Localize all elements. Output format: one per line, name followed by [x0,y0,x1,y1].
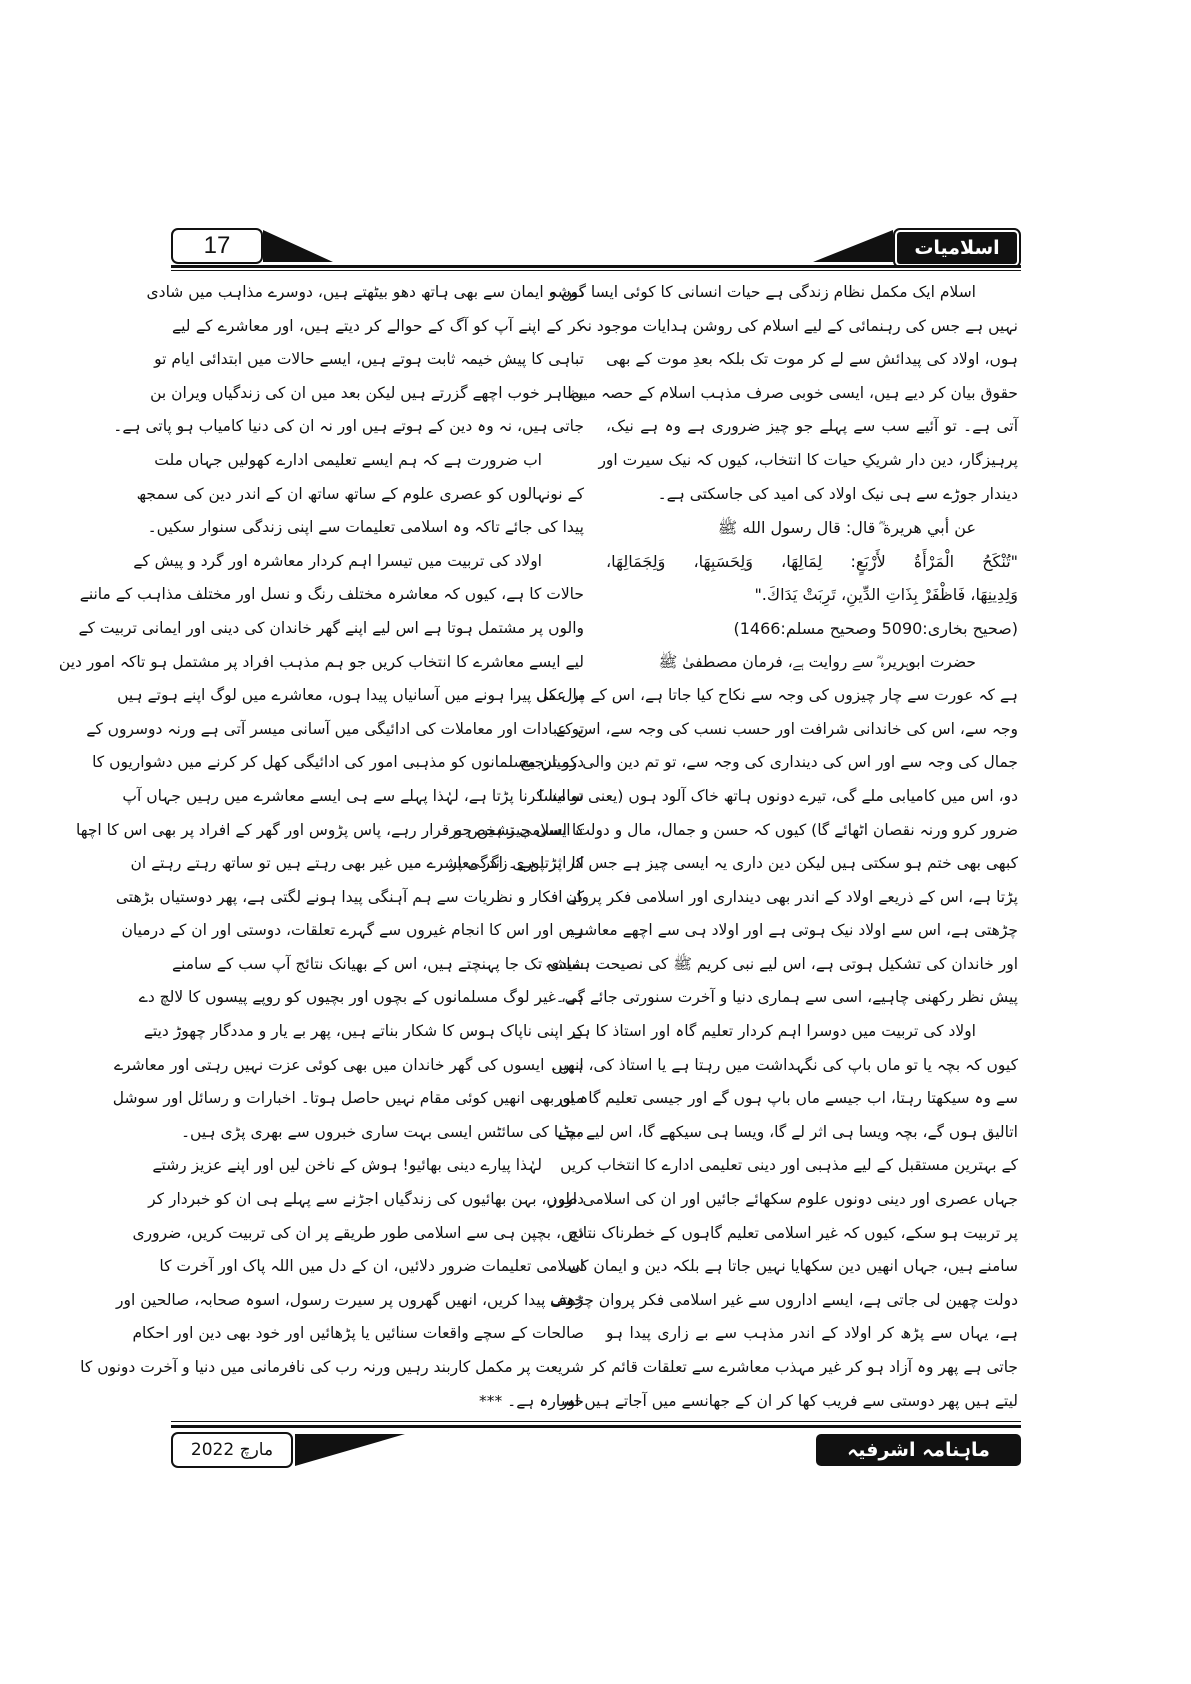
text-line: ہوں، اولاد کی پیدائش سے لے کر موت تک بلکہ بعدِ موت کے بھی [606,350,1018,369]
left-column [58,276,584,1418]
text-line: کیوں کہ بچہ یا تو ماں باپ کی نگہداشت میں رہتا ہے یا استاذ کی، انھیں [551,1055,1018,1074]
text-line: کے نونہالوں کو عصری علوم کے ساتھ ساتھ ان کے اندر دین کی سمجھ [136,484,584,503]
text-line: پر تربیت ہو سکے، کیوں کہ غیر اسلامی تعلیم گاہوں کے خطرناک نتائج [568,1223,1018,1242]
text-line: کے بہترین مستقبل کے لیے مذہبی اور دینی تعلیمی ادارے کا انتخاب کریں [560,1156,1018,1175]
text-line: کر اپنی ناپاک ہوس کا شکار بناتے ہیں، پھر بے یار و مددگار چھوڑ دیتے [143,1022,584,1041]
text-line: کبھی بھی ختم ہو سکتی ہیں لیکن دین داری یہ ایسی چیز ہے جس کا اثر پوری زندگی پر [449,854,1018,873]
text-line: چڑھتی ہے، اس سے اولاد نیک ہوتی ہے اور اولاد ہی سے اچھے معاشرے [566,921,1018,940]
section-title-box [893,228,1021,268]
text-line: شریعت پر مکمل کاربند رہیں ورنہ رب کی نافرمانی میں دنیا و آخرت دونوں کا [80,1358,584,1376]
text-line: ضرور کرو ورنہ نقصان اٹھائے گا) کیوں کہ حسن و جمال، مال و دولت ایسی چیز ہیں جو [454,820,1018,839]
text-line: (صحیح بخاری:5090 وصحیح مسلم:1466) [733,618,1018,638]
text-line: اور خاندان کی تشکیل ہوتی ہے، اس لیے نبی کریم ﷺ کی نصیحت ہمیشہ [544,954,1018,973]
text-line: جاتی ہے پھر وہ آزاد ہو کر غیر مہذب معاشرے سے تعلقات قائم کر [590,1358,1018,1376]
text-line: پیدا کی جائے تاکہ وہ اسلامی تعلیمات سے اپنی زندگی سنوار سکیں۔ [147,518,584,537]
text-line: میڈیا کی سائٹس ایسی بہت ساری خبروں سے بھری پڑی ہیں۔ [180,1122,584,1141]
text-line: اثر پڑتا ہے۔ اگر معاشرے میں غیر بھی رہتے ہیں تو ساتھ رہتے رہتے ان [130,854,584,873]
text-line: دیندار جوڑے سے ہی نیک اولاد کی امید کی جاسکتی ہے۔ [657,484,1018,503]
text-line: "تُنْكَحُ الْمَرْأَةُ لأَرْبَعٍ: لِمَالِهَا، وَلِحَسَبِهَا، وَلِجَمَالِهَا، [606,551,1018,571]
text-line: پر عمل پیرا ہونے میں آسانیاں پیدا ہوں، معاشرے میں لوگ اپنے ہوتے ہیں [117,686,584,705]
text-line: پیش نظر رکھنی چاہیے، اسی سے ہماری دنیا و آخرت سنورتی جائے گی۔ [555,988,1018,1007]
text-line: درمیان مسلمانوں کو مذہبی امور کی ادائیگی کھل کر کرنے میں دشواریوں کا [92,753,584,772]
text-line: لیے ایسے معاشرے کا انتخاب کریں جو ہم مذہب افراد پر مشتمل ہو تاکہ امور دین [58,652,584,671]
text-line: آتی ہے۔ تو آئیے سب سے پہلے جو چیز ضروری ہے وہ ہے نیک، [606,417,1018,436]
header-wedge-right [813,230,893,262]
text-line: اب ضرورت ہے کہ ہم ایسے تعلیمی ادارے کھولیں جہاں ملت [154,450,542,469]
text-line: اسلامی تعلیمات ضرور دلائیں، ان کے دل میں اللہ پاک اور آخرت کا [159,1257,584,1276]
text-line: اسلام ایک مکمل نظام زندگی ہے حیات انسانی کا کوئی ایسا گوشہ [548,283,976,301]
text-line: حقوق بیان کر دیے ہیں، ایسی خوبی صرف مذہب اسلام کے حصہ میں [571,383,1018,402]
footer-rule-thin [171,1421,1021,1422]
text-line: ہیں اور اس کا انجام غیروں سے گہرے تعلقات، دوستی اور ان کے درمیان [121,921,584,940]
text-line: نہیں ہے جس کی رہنمائی کے لیے اسلام کی روشن ہدایات موجود نہ [578,316,1018,335]
text-line: بظاہر خوب اچھے گزرتے ہیں لیکن بعد میں ان کی زندگیاں ویران بن [150,383,584,402]
text-line: لہٰذا پیارے دینی بھائیو! ہوش کے ناخن لیں اور اپنے عزیز رشتے [152,1156,542,1175]
header-rule-thin [171,270,1021,271]
text-line: اولاد کی تربیت میں دوسرا اہم کردار تعلیم گاہ اور استاذ کا ہے [572,1022,976,1041]
text-line: دیں، بچپن ہی سے اسلامی طور طریقے پر ان کی تربیت کریں، ضروری [132,1223,584,1242]
text-line: میں بھی انھیں کوئی مقام نہیں حاصل ہوتا۔ اخبارات و رسائل اور سوشل [112,1089,584,1108]
header-wedge-left [263,230,333,262]
text-line: ہے، غیر لوگ مسلمانوں کے بچوں اور بچیوں کو روپے پیسوں کا لالچ دے [138,988,584,1007]
text-line: حضرت ابوہریرہ ؓ سے روایت ہے، فرمان مصطفیٰ ﷺ [658,652,976,671]
text-line: سامنے ہیں، جہاں انھیں دین سکھایا نہیں جاتا ہے بلکہ دین و ایمان کی [568,1257,1018,1276]
text-line: ہے کہ عورت سے چار چیزوں کی وجہ سے نکاح کیا جاتا ہے، اس کے مال کی [535,686,1018,705]
text-line: جہاں عصری اور دینی دونوں علوم سکھائے جائیں اور ان کی اسلامی طرز [549,1190,1018,1209]
text-line: ہے، یہاں سے پڑھ کر اولاد کے اندر مذہب سے بے زاری پیدا ہو [606,1324,1018,1343]
text-line: ہیں۔ ایسوں کی گھر خاندان میں بھی کوئی عزت نہیں رہتی اور معاشرے [113,1055,584,1074]
text-line: پرہیزگار، دین دار شریکِ حیات کا انتخاب، کیوں کہ نیک سیرت اور [598,450,1018,469]
text-line: کے افکار و نظریات سے ہم آہنگی پیدا ہونے لگتی ہے، پھر دوستیاں بڑھتی [115,887,584,906]
text-line: عن أبي هريرة ؓ قال: قال رسول الله ﷺ [717,518,976,538]
text-line: خوف پیدا کریں، انھیں گھروں پر سیرت رسول، اسوہ صحابہ، صالحین اور [116,1290,584,1309]
page-number: 17 [171,228,263,264]
text-line: اتالیق ہوں گے، بچہ ویسا ہی اثر لے گا، ویسا ہی سیکھے گا، اس لیے بچے [557,1122,1018,1141]
text-line: شادی تک جا پہنچتے ہیں، اس کے بھیانک نتائج آپ سب کے سامنے [172,954,584,973]
text-line: لیتے ہیں پھر دوستی سے فریب کھا کر ان کے جھانسے میں آجاتے ہیں اور [560,1391,1018,1410]
text-line: والوں پر مشتمل ہوتا ہے اس لیے اپنے گھر خاندان کی دینی اور ایمانی تربیت کے [78,618,584,637]
magazine-name: ماہنامہ اشرفیہ [816,1434,1021,1466]
section-title: اسلامیات [897,232,1017,264]
text-line: جاتی ہیں، نہ وہ دین کے ہوتے ہیں اور نہ ان کی دنیا کامیاب ہو پاتی ہے۔ [113,417,584,436]
text-line: وجہ سے، اس کی خاندانی شرافت اور حسب نسب کی وجہ سے، اس کے [555,719,1018,738]
footer-wedge [295,1434,405,1466]
text-line: سامنا کرنا پڑتا ہے، لہٰذا پہلے سے ہی ایسے معاشرے میں رہیں جہاں آپ [122,786,584,805]
text-line: جمال کی وجہ سے اور اس کی دینداری کی وجہ سے، تو تم دین والی کو ترجیح [519,753,1018,772]
issue-date: مارچ 2022 [171,1432,293,1468]
text-line: صالحات کے سچے واقعات سنائیں یا پڑھائیں اور خود بھی دین اور احکام [132,1324,584,1343]
text-line: حالات کا ہے، کیوں کہ معاشرہ مختلف رنگ و نسل اور مختلف مذاہب کے ماننے [79,585,584,604]
text-line: اولاد کی تربیت میں تیسرا اہم کردار معاشرہ اور گرد و پیش کے [133,551,542,570]
header-rule [171,265,1021,268]
text-line: پڑتا ہے، اس کے ذریعے اولاد کے اندر بھی دینداری اور اسلامی فکر پروان [565,887,1018,906]
page-header [171,228,1021,264]
text-line: خسارہ ہے۔ *** [478,1391,584,1410]
text-line: دین و ایمان سے بھی ہاتھ دھو بیٹھتے ہیں، دوسرے مذاہب میں شادی [146,283,584,301]
text-line: داروں، بہن بھائیوں کی زندگیاں اجڑنے سے پہلے ہی ان کو خبردار کر [148,1190,584,1209]
page-footer [171,1432,1021,1468]
footer-rule [171,1425,1021,1428]
text-line: وَلِدِينِهَا، فَاظْفَرْ بِذَاتِ الدِّينِ، تَرِبَتْ يَدَاكَ." [754,585,1018,605]
text-line: تباہی کا پیش خیمہ ثابت ہوتے ہیں، ایسے حالات میں ابتدائی ایام تو [154,350,584,369]
text-line: تو عبادات اور معاملات کی ادائیگی میں آسانی میسر آتی ہے ورنہ دوسروں کے [86,719,584,738]
text-line: دو، اس میں کامیابی ملے گی، تیرے دونوں ہاتھ خاک آلود ہوں (یعنی تو ایسا [538,786,1018,805]
text-line: دولت چھین لی جاتی ہے، ایسے اداروں سے غیر اسلامی فکر پروان چڑھتی [549,1290,1018,1309]
text-line: سے وہ سیکھتا رہتا، اب جیسے ماں باپ ہوں گے اور جیسی تعلیم گاہ اور [554,1089,1018,1108]
text-line: کا اسلامی تشخص برقرار رہے، پاس پڑوس اور گھر کے افراد پر بھی اس کا اچھا [75,820,584,839]
text-line: کر کے اپنے آپ کو آگ کے حوالے کر دیتے ہیں، اور معاشرے کے لیے [172,316,584,335]
